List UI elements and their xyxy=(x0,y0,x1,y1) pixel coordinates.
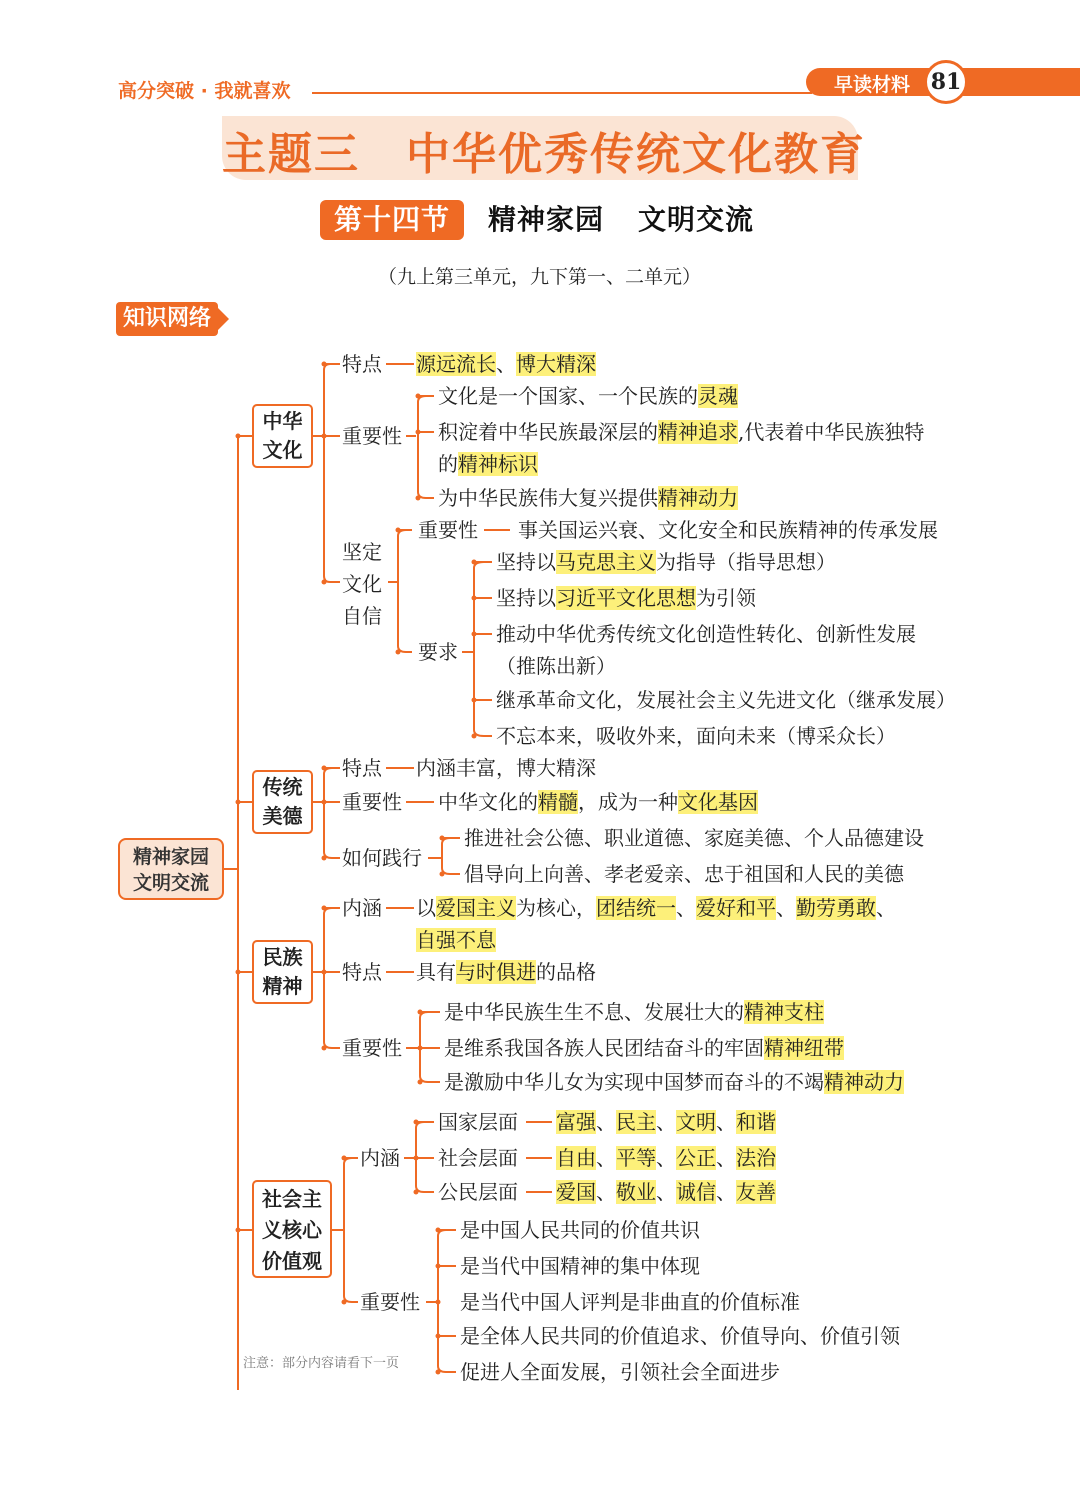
requirement-1: 坚持以马克思主义为指导（指导思想） xyxy=(496,550,836,574)
root-node: 精神家园 文明交流 xyxy=(118,838,224,900)
label-features: 特点 xyxy=(342,352,382,376)
culture-importance-3: 为中华民族伟大复兴提供精神动力 xyxy=(438,486,738,510)
label-national-level: 国家层面 xyxy=(438,1110,518,1134)
virtue-practice-2: 倡导向上向善、孝老爱亲、忠于祖国和人民的美德 xyxy=(464,862,904,886)
culture-features: 源远流长、博大精深 xyxy=(416,352,596,376)
node-chinese-culture: 中华 文化 xyxy=(252,404,313,468)
node-national-spirit: 民族 精神 xyxy=(252,940,313,1004)
label-practice: 如何践行 xyxy=(342,846,422,870)
label-citizen-level: 公民层面 xyxy=(438,1180,518,1204)
label-virtue-features: 特点 xyxy=(342,756,382,780)
values-importance-4: 是全体人民共同的价值追求、价值导向、价值引领 xyxy=(460,1324,900,1348)
spirit-connotation-b: 自强不息 xyxy=(416,928,496,952)
culture-importance-2b: 的精神标识 xyxy=(438,452,538,476)
requirement-3b: （推陈出新） xyxy=(496,654,616,678)
values-importance-3: 是当代中国人评判是非曲直的价值标准 xyxy=(460,1290,800,1314)
values-importance-1: 是中国人民共同的价值共识 xyxy=(460,1218,700,1242)
virtue-practice-1: 推进社会公德、职业道德、家庭美德、个人品德建设 xyxy=(464,826,924,850)
node-core-values: 社会主 义核心 价值观 xyxy=(252,1180,332,1278)
continued-note: 注意：部分内容请看下一页 xyxy=(243,1356,400,1371)
label-values-importance: 重要性 xyxy=(360,1290,420,1314)
label-importance: 重要性 xyxy=(342,424,402,448)
requirement-5: 不忘本来，吸收外来，面向未来（博采众长） xyxy=(496,724,896,748)
section-title: 精神家园 文明交流 xyxy=(488,203,755,236)
knowledge-network-tag: 知识网络 xyxy=(116,302,218,336)
label-values-connotation: 内涵 xyxy=(360,1146,400,1170)
topic-title: 主题三 中华优秀传统文化教育 xyxy=(222,129,866,180)
header-tab-label: 早读材料 xyxy=(834,74,911,96)
label-confidence-importance: 重要性 xyxy=(418,518,478,542)
label-spirit-features: 特点 xyxy=(342,960,382,984)
spirit-importance-3: 是激励中华儿女为实现中国梦而奋斗的不竭精神动力 xyxy=(444,1070,904,1094)
requirement-2: 坚持以习近平文化思想为引领 xyxy=(496,586,756,610)
section-label: 第十四节 xyxy=(320,200,464,240)
label-cultural-confidence: 坚定 文化 自信 xyxy=(342,540,382,628)
requirement-4: 继承革命文化，发展社会主义先进文化（继承发展） xyxy=(496,688,956,712)
label-virtue-importance: 重要性 xyxy=(342,790,402,814)
values-national: 富强、民主、文明、和谐 xyxy=(556,1110,776,1134)
page-number: 81 xyxy=(924,60,968,104)
spirit-importance-2: 是维系我国各族人民团结奋斗的牢固精神纽带 xyxy=(444,1036,844,1060)
label-spirit-connotation: 内涵 xyxy=(342,896,382,920)
virtue-importance: 中华文化的精髓，成为一种文化基因 xyxy=(438,790,758,814)
label-social-level: 社会层面 xyxy=(438,1146,518,1170)
header-series-title: 高分突破 · 我就喜欢 xyxy=(118,80,291,102)
values-citizen: 爱国、敬业、诚信、友善 xyxy=(556,1180,776,1204)
label-requirements: 要求 xyxy=(418,640,458,664)
culture-importance-1: 文化是一个国家、一个民族的灵魂 xyxy=(438,384,738,408)
spirit-importance-1: 是中华民族生生不息、发展壮大的精神支柱 xyxy=(444,1000,824,1024)
node-traditional-virtue: 传统 美德 xyxy=(252,770,313,834)
unit-reference: （九上第三单元，九下第一、二单元） xyxy=(378,266,702,288)
values-importance-5: 促进人全面发展，引领社会全面进步 xyxy=(460,1360,780,1384)
spirit-features: 具有与时俱进的品格 xyxy=(416,960,596,984)
confidence-importance: 事关国运兴衰、文化安全和民族精神的传承发展 xyxy=(518,518,938,542)
spirit-connotation: 以爱国主义为核心，团结统一、爱好和平、勤劳勇敢、 xyxy=(416,896,896,920)
requirement-3: 推动中华优秀传统文化创造性转化、创新性发展 xyxy=(496,622,916,646)
values-importance-2: 是当代中国精神的集中体现 xyxy=(460,1254,700,1278)
values-social: 自由、平等、公正、法治 xyxy=(556,1146,776,1170)
virtue-features: 内涵丰富，博大精深 xyxy=(416,756,596,780)
culture-importance-2: 积淀着中华民族最深层的精神追求,代表着中华民族独特 xyxy=(438,420,925,444)
label-spirit-importance: 重要性 xyxy=(342,1036,402,1060)
